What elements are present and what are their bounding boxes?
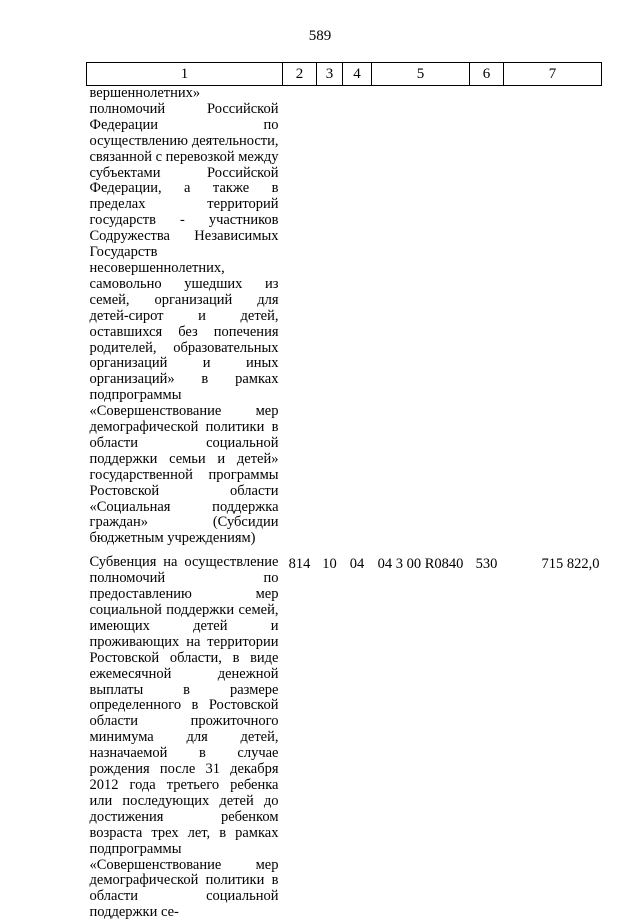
row-cell-5 <box>372 86 470 548</box>
row-cell-6 <box>470 86 504 548</box>
row-cell-4: 04 <box>349 556 365 573</box>
header-col-5: 5 <box>372 63 470 86</box>
row-cell-3 <box>317 86 343 548</box>
header-col-6: 6 <box>470 63 504 86</box>
header-col-3: 3 <box>317 63 343 86</box>
row-cell-2 <box>283 86 317 548</box>
row-description: Субвенция на осуществление полномочий по предоставлению мер социальной поддержки семей, имеющих детей и проживающих на территории Ростовской области, в виде ежемесячной денежной выплаты в размере определенного в Ростовской области прожиточного минимума для детей, назначаемой в случае рождения после 31 декабря 2012 года третьего ребенка или последующих детей до достижения ребенком возраста трех лет, в рамках подпрограммы «Совершенствование мер демографической политики в области социальной поддержки се- <box>89 554 279 921</box>
table-row <box>87 86 602 548</box>
header-row <box>87 63 602 86</box>
row-description: вершеннолетних» полномочий Российской Федерации по осуществлению деятельности, связанной с перевозкой между субъектами Российской Федерации, а также в пределах территорий государств - участников Содружества Независимых Государств несовершеннолетних, самовольно ушедших из семей, организаций для детей-сирот и детей, оставшихся без попечения родителей, образовательных организаций и иных организаций» в рамках подпрограммы «Совершенствование мер демографической политики в области социальной поддержки семьи и детей» государственной программы Ростовской области «Социальная поддержка граждан» (Субсидии бюджетным учреждениям) <box>89 85 279 547</box>
row-cell-7 <box>504 86 602 548</box>
header-col-1: 1 <box>87 63 283 86</box>
table-row <box>87 555 602 921</box>
row-cell-6: 530 <box>475 556 498 573</box>
row-cell-5: 04 3 00 R0840 <box>377 556 464 573</box>
row-cell-3: 10 <box>322 556 337 573</box>
budget-table <box>86 62 602 921</box>
page-number: 589 <box>308 28 332 44</box>
row-cell-4 <box>343 86 372 548</box>
row-cell-2: 814 <box>288 556 311 573</box>
header-col-7: 7 <box>504 63 602 86</box>
row-cell-7: 715 822,0 <box>541 556 600 573</box>
header-col-2: 2 <box>283 63 317 86</box>
header-col-4: 4 <box>343 63 372 86</box>
